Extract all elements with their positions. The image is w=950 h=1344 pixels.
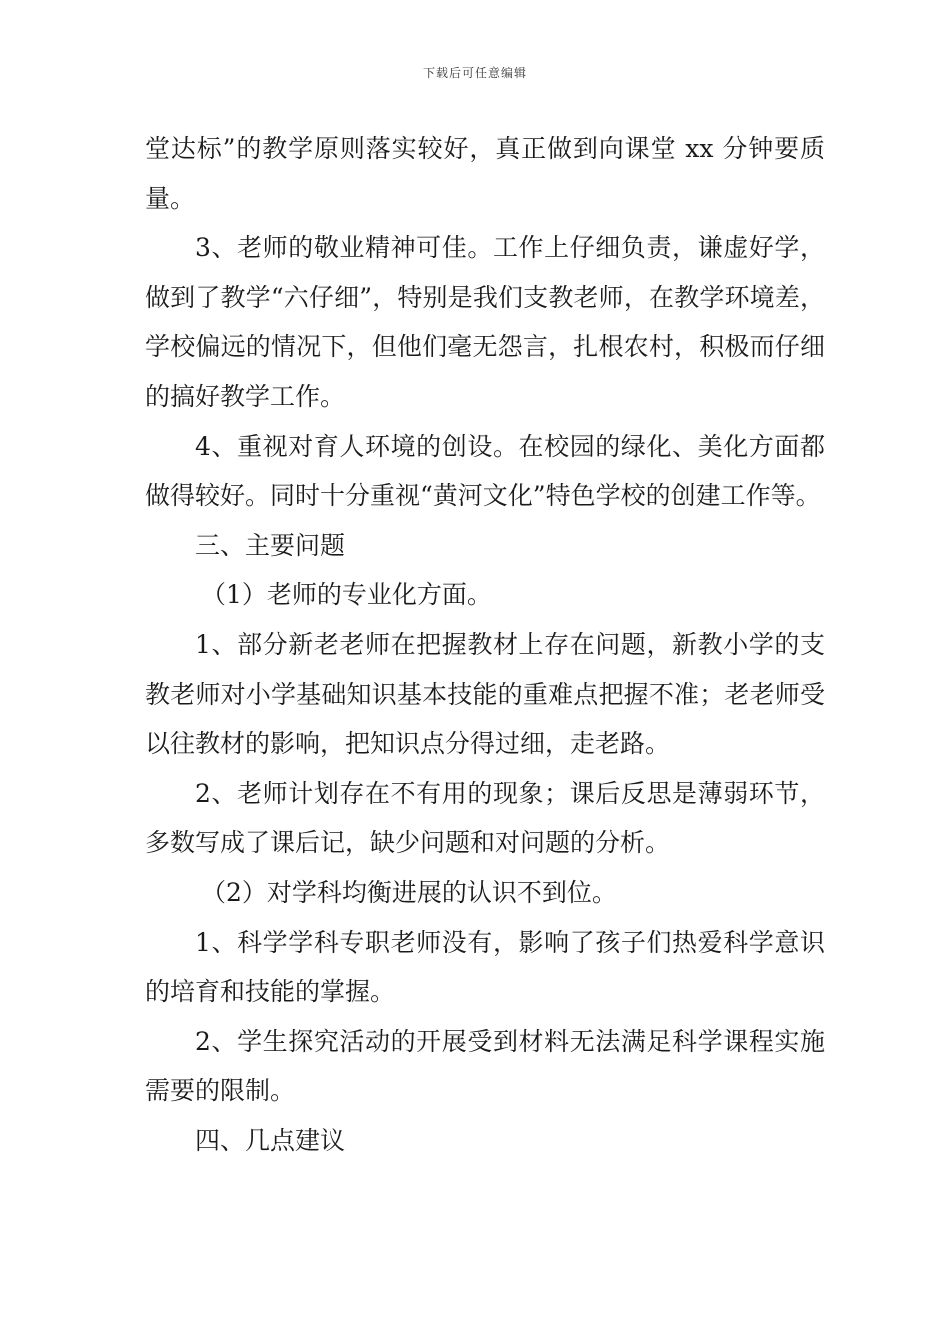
page-header-note: 下载后可任意编辑: [422, 66, 527, 80]
paragraph-2: 3、老师的敬业精神可佳。工作上仔细负责，谦虚好学，做到了教学“六仔细”，特别是我们支教老师，在教学环境差，学校偏远的情况下，但他们毫无怨言，扎根农村，积极而仔细的搞好教学工作。: [145, 233, 825, 411]
paragraph-4: 1、部分新老老师在把握教材上存在问题，新教小学的支教老师对小学基础知识基本技能的重难点把握不准；老老师受以往教材的影响，把知识点分得过细，走老路。: [145, 629, 825, 759]
document-body: [145, 124, 825, 1165]
section-heading-3: 三、主要问题: [195, 530, 346, 560]
paragraph-6: 1、科学学科专职老师没有，影响了孩子们热爱科学意识的培育和技能的掌握。: [145, 927, 825, 1007]
paragraph-3: 4、重视对育人环境的创设。在校园的绿化、美化方面都做得较好。同时十分重视“黄河文化”特色学校的创建工作等。: [145, 431, 825, 511]
section-heading-4: 四、几点建议: [195, 1125, 346, 1155]
subheading-2: （2）对学科均衡进展的认识不到位。: [201, 877, 617, 907]
paragraph-7: 2、学生探究活动的开展受到材料无法满足科学课程实施需要的限制。: [145, 1026, 825, 1106]
paragraph-1: 堂达标”的教学原则落实较好，真正做到向课堂 xx 分钟要质量。: [145, 134, 825, 213]
paragraph-5: 2、老师计划存在不有用的现象；课后反思是薄弱环节，多数写成了课后记，缺少问题和对问题的分析。: [145, 778, 825, 858]
subheading-1: （1）老师的专业化方面。: [201, 580, 492, 610]
